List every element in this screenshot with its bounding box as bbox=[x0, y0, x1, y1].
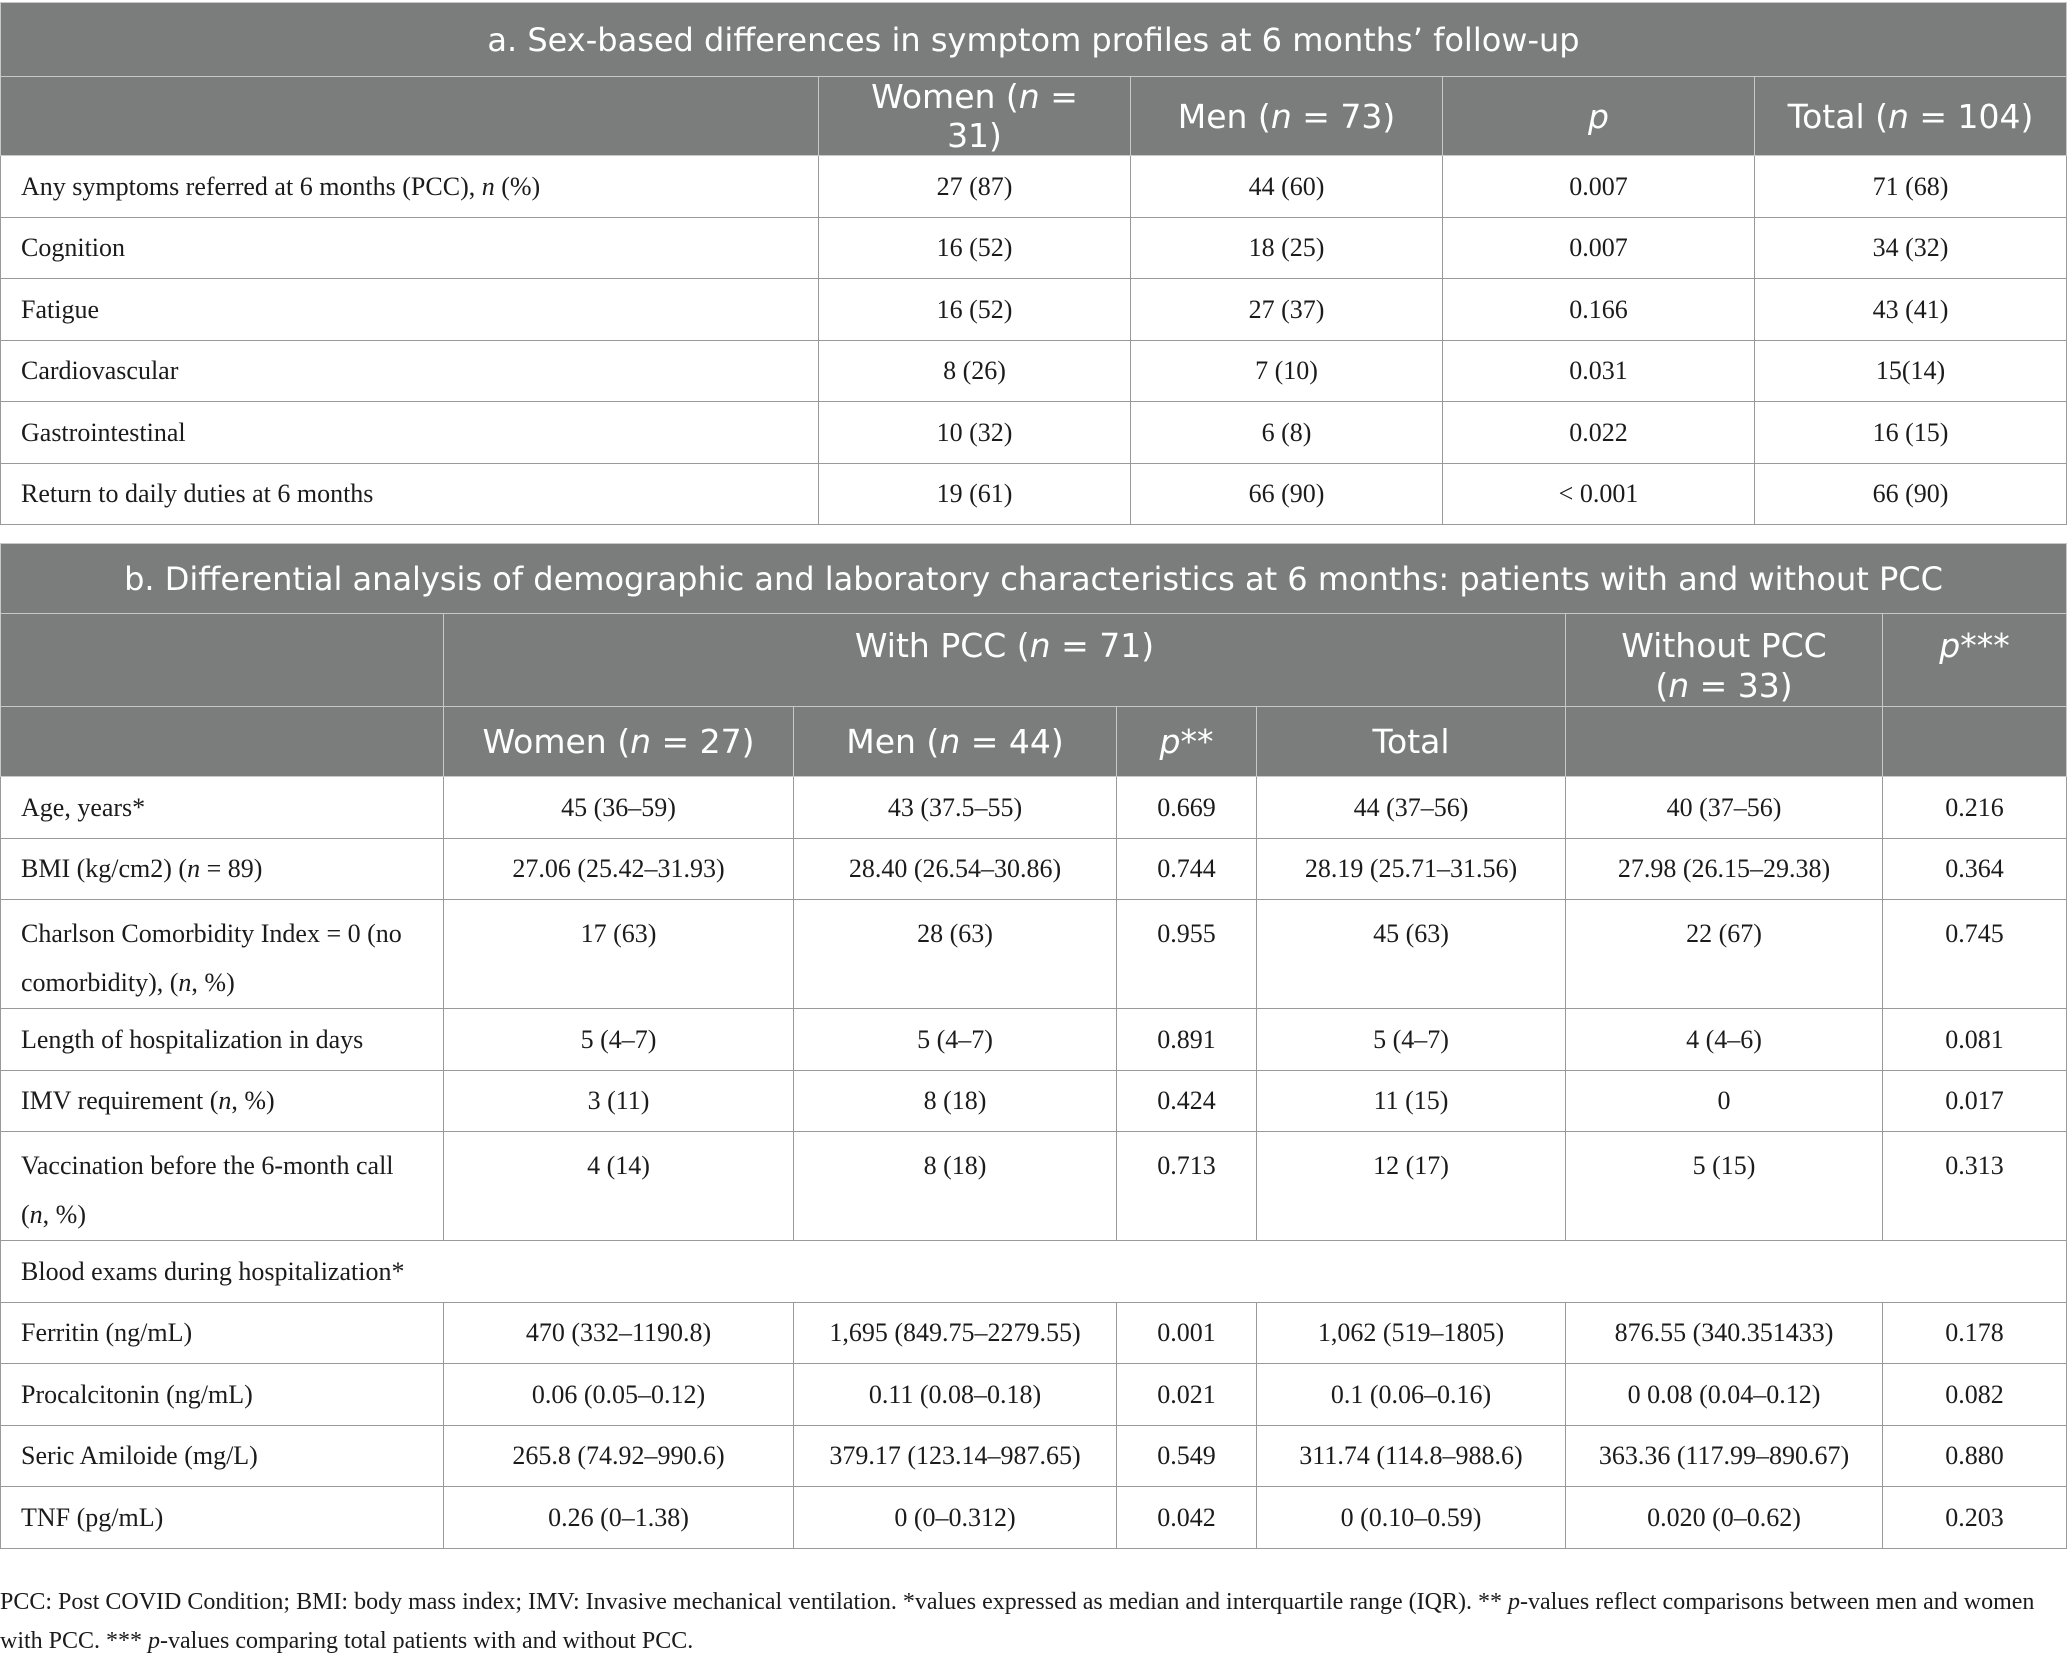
table-b-subheader-empty bbox=[1, 707, 444, 777]
cell-p3: 0.082 bbox=[1883, 1364, 2067, 1426]
cell-total: 311.74 (114.8–988.6) bbox=[1257, 1426, 1566, 1487]
cell-women: 5 (4–7) bbox=[444, 1009, 794, 1071]
cell-women: 27 (87) bbox=[819, 156, 1131, 218]
cell-p3: 0.313 bbox=[1883, 1132, 2067, 1241]
cell-p3: 0.364 bbox=[1883, 839, 2067, 900]
table-b-group-with-pcc: With PCC (n = 71) bbox=[444, 614, 1566, 707]
row-label: Age, years* bbox=[1, 777, 444, 839]
row-label: Any symptoms referred at 6 months (PCC), n (%) bbox=[1, 156, 819, 218]
cell-men: 7 (10) bbox=[1131, 341, 1443, 402]
cell-women: 10 (32) bbox=[819, 402, 1131, 464]
table-row bbox=[1, 839, 2067, 900]
cell-total: 71 (68) bbox=[1755, 156, 2067, 218]
cell-total: 5 (4–7) bbox=[1257, 1009, 1566, 1071]
row-label: Cognition bbox=[1, 218, 819, 279]
cell-men: 379.17 (123.14–987.65) bbox=[794, 1426, 1117, 1487]
cell-without: 4 (4–6) bbox=[1566, 1009, 1883, 1071]
table-b-body bbox=[1, 777, 2067, 1549]
cell-women: 0.06 (0.05–0.12) bbox=[444, 1364, 794, 1426]
cell-men: 28 (63) bbox=[794, 900, 1117, 1009]
cell-p: 0.007 bbox=[1443, 156, 1755, 218]
table-b-col-p: p** bbox=[1117, 707, 1257, 777]
row-label: BMI (kg/cm2) (n = 89) bbox=[1, 839, 444, 900]
cell-total: 0 (0.10–0.59) bbox=[1257, 1487, 1566, 1549]
cell-total: 34 (32) bbox=[1755, 218, 2067, 279]
cell-total: 43 (41) bbox=[1755, 279, 2067, 341]
cell-p3: 0.216 bbox=[1883, 777, 2067, 839]
cell-p: 0.022 bbox=[1443, 402, 1755, 464]
section-row bbox=[1, 1241, 2067, 1303]
table-row bbox=[1, 402, 2067, 464]
cell-total: 44 (37–56) bbox=[1257, 777, 1566, 839]
cell-men: 1,695 (849.75–2279.55) bbox=[794, 1303, 1117, 1364]
section-label-blood-exams: Blood exams during hospitalization* bbox=[1, 1241, 2067, 1303]
cell-p3: 0.203 bbox=[1883, 1487, 2067, 1549]
cell-p: 0.007 bbox=[1443, 218, 1755, 279]
cell-women: 17 (63) bbox=[444, 900, 794, 1009]
row-label: TNF (pg/mL) bbox=[1, 1487, 444, 1549]
cell-p: < 0.001 bbox=[1443, 464, 1755, 525]
cell-p: 0.021 bbox=[1117, 1364, 1257, 1426]
cell-total: 45 (63) bbox=[1257, 900, 1566, 1009]
table-row bbox=[1, 1071, 2067, 1132]
cell-p: 0.042 bbox=[1117, 1487, 1257, 1549]
cell-men: 43 (37.5–55) bbox=[794, 777, 1117, 839]
table-a-col-women: Women (n = 31) bbox=[819, 77, 1131, 156]
table-a-title-row bbox=[1, 3, 2067, 77]
cell-without: 40 (37–56) bbox=[1566, 777, 1883, 839]
table-a-header-row bbox=[1, 77, 2067, 156]
cell-without: 0.020 (0–0.62) bbox=[1566, 1487, 1883, 1549]
table-a-title: a. Sex-based differences in symptom profiles at 6 months’ follow-up bbox=[1, 3, 2067, 77]
cell-men: 0.11 (0.08–0.18) bbox=[794, 1364, 1117, 1426]
cell-without: 876.55 (340.351433) bbox=[1566, 1303, 1883, 1364]
table-a bbox=[0, 2, 2067, 525]
cell-p: 0.549 bbox=[1117, 1426, 1257, 1487]
table-row bbox=[1, 341, 2067, 402]
cell-p3: 0.178 bbox=[1883, 1303, 2067, 1364]
cell-men: 5 (4–7) bbox=[794, 1009, 1117, 1071]
row-label: Length of hospitalization in days bbox=[1, 1009, 444, 1071]
cell-p3: 0.745 bbox=[1883, 900, 2067, 1009]
row-label: Gastrointestinal bbox=[1, 402, 819, 464]
row-label: Fatigue bbox=[1, 279, 819, 341]
cell-p: 0.031 bbox=[1443, 341, 1755, 402]
cell-without: 5 (15) bbox=[1566, 1132, 1883, 1241]
cell-p3: 0.017 bbox=[1883, 1071, 2067, 1132]
table-footnote: PCC: Post COVID Condition; BMI: body mass index; IMV: Invasive mechanical ventilation. *values expressed as median and interquartile range (IQR). ** p-values reflect comparisons between men and women with PCC. *** p-values comparing total patients with and without PCC. bbox=[0, 1589, 2035, 1654]
table-a-col-p: p bbox=[1443, 77, 1755, 156]
cell-total: 1,062 (519–1805) bbox=[1257, 1303, 1566, 1364]
table-a-col-total: Total (n = 104) bbox=[1755, 77, 2067, 156]
cell-p: 0.744 bbox=[1117, 839, 1257, 900]
table-row bbox=[1, 1426, 2067, 1487]
table-a-header-empty bbox=[1, 77, 819, 156]
cell-without: 363.36 (117.99–890.67) bbox=[1566, 1426, 1883, 1487]
cell-p: 0.669 bbox=[1117, 777, 1257, 839]
cell-total: 0.1 (0.06–0.16) bbox=[1257, 1364, 1566, 1426]
cell-p: 0.891 bbox=[1117, 1009, 1257, 1071]
cell-p3: 0.880 bbox=[1883, 1426, 2067, 1487]
cell-p: 0.424 bbox=[1117, 1071, 1257, 1132]
cell-men: 0 (0–0.312) bbox=[794, 1487, 1117, 1549]
cell-men: 18 (25) bbox=[1131, 218, 1443, 279]
table-b-col-men: Men (n = 44) bbox=[794, 707, 1117, 777]
table-b-subheader-row bbox=[1, 707, 2067, 777]
table-row bbox=[1, 1009, 2067, 1071]
row-label: Charlson Comorbidity Index = 0 (no comorbidity), (n, %) bbox=[1, 900, 444, 1009]
table-a-col-men: Men (n = 73) bbox=[1131, 77, 1443, 156]
table-row bbox=[1, 279, 2067, 341]
table-row bbox=[1, 1364, 2067, 1426]
cell-total: 15(14) bbox=[1755, 341, 2067, 402]
cell-men: 27 (37) bbox=[1131, 279, 1443, 341]
table-row bbox=[1, 777, 2067, 839]
table-row bbox=[1, 464, 2067, 525]
cell-without: 0 0.08 (0.04–0.12) bbox=[1566, 1364, 1883, 1426]
table-b-col-without-empty bbox=[1566, 707, 1883, 777]
cell-p: 0.001 bbox=[1117, 1303, 1257, 1364]
row-label: Ferritin (ng/mL) bbox=[1, 1303, 444, 1364]
cell-women: 0.26 (0–1.38) bbox=[444, 1487, 794, 1549]
cell-women: 8 (26) bbox=[819, 341, 1131, 402]
table-b-title: b. Differential analysis of demographic and laboratory characteristics at 6 months: patients with and without PCC bbox=[1, 544, 2067, 614]
row-label: Procalcitonin (ng/mL) bbox=[1, 1364, 444, 1426]
table-b bbox=[0, 543, 2067, 1549]
cell-women: 45 (36–59) bbox=[444, 777, 794, 839]
cell-men: 8 (18) bbox=[794, 1132, 1117, 1241]
table-row bbox=[1, 1487, 2067, 1549]
table-b-title-row bbox=[1, 544, 2067, 614]
table-b-col-women: Women (n = 27) bbox=[444, 707, 794, 777]
cell-women: 265.8 (74.92–990.6) bbox=[444, 1426, 794, 1487]
table-b-group-empty bbox=[1, 614, 444, 707]
table-b-group-without-pcc: Without PCC (n = 33) bbox=[1566, 614, 1883, 707]
table-row bbox=[1, 1132, 2067, 1241]
cell-men: 44 (60) bbox=[1131, 156, 1443, 218]
cell-women: 470 (332–1190.8) bbox=[444, 1303, 794, 1364]
cell-women: 19 (61) bbox=[819, 464, 1131, 525]
cell-total: 16 (15) bbox=[1755, 402, 2067, 464]
cell-without: 22 (67) bbox=[1566, 900, 1883, 1009]
table-b-col-p3-empty bbox=[1883, 707, 2067, 777]
row-label: IMV requirement (n, %) bbox=[1, 1071, 444, 1132]
cell-men: 66 (90) bbox=[1131, 464, 1443, 525]
cell-without: 0 bbox=[1566, 1071, 1883, 1132]
table-b-group-p: p*** bbox=[1883, 614, 2067, 707]
cell-total: 12 (17) bbox=[1257, 1132, 1566, 1241]
cell-men: 28.40 (26.54–30.86) bbox=[794, 839, 1117, 900]
table-a-body bbox=[1, 156, 2067, 525]
cell-women: 27.06 (25.42–31.93) bbox=[444, 839, 794, 900]
cell-total: 66 (90) bbox=[1755, 464, 2067, 525]
cell-women: 4 (14) bbox=[444, 1132, 794, 1241]
cell-without: 27.98 (26.15–29.38) bbox=[1566, 839, 1883, 900]
cell-total: 28.19 (25.71–31.56) bbox=[1257, 839, 1566, 900]
cell-women: 16 (52) bbox=[819, 279, 1131, 341]
cell-total: 11 (15) bbox=[1257, 1071, 1566, 1132]
table-row bbox=[1, 900, 2067, 1009]
row-label: Vaccination before the 6-month call (n, %) bbox=[1, 1132, 444, 1241]
cell-p: 0.713 bbox=[1117, 1132, 1257, 1241]
table-row bbox=[1, 218, 2067, 279]
table-b-group-row bbox=[1, 614, 2067, 707]
cell-p: 0.166 bbox=[1443, 279, 1755, 341]
row-label: Seric Amiloide (mg/L) bbox=[1, 1426, 444, 1487]
cell-p: 0.955 bbox=[1117, 900, 1257, 1009]
cell-p3: 0.081 bbox=[1883, 1009, 2067, 1071]
row-label: Return to daily duties at 6 months bbox=[1, 464, 819, 525]
table-row bbox=[1, 156, 2067, 218]
table-b-col-total: Total bbox=[1257, 707, 1566, 777]
table-row bbox=[1, 1303, 2067, 1364]
cell-men: 8 (18) bbox=[794, 1071, 1117, 1132]
cell-men: 6 (8) bbox=[1131, 402, 1443, 464]
cell-women: 3 (11) bbox=[444, 1071, 794, 1132]
row-label: Cardiovascular bbox=[1, 341, 819, 402]
cell-women: 16 (52) bbox=[819, 218, 1131, 279]
